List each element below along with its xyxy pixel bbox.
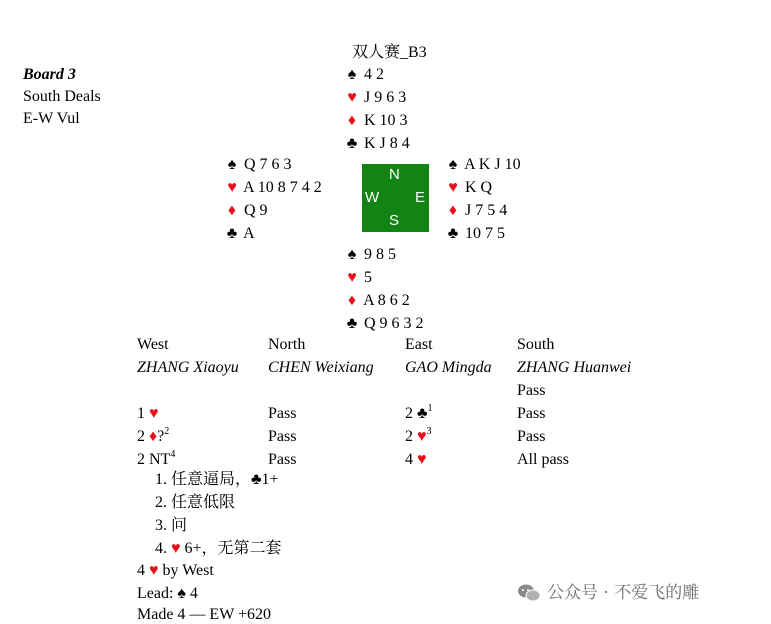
note-text: 6+，无第二套	[180, 540, 282, 557]
bid-level: 4	[405, 451, 413, 468]
player-east: GAO Mingda	[405, 359, 492, 376]
bid-r2-north: Pass	[268, 428, 297, 445]
lead-card: 4	[185, 585, 198, 602]
south-spades: 9 8 5	[364, 246, 396, 263]
bid-r2-west	[137, 427, 169, 446]
bid-text: 2 NT	[137, 451, 171, 468]
spade-icon: ♠	[177, 585, 186, 602]
west-clubs: A	[243, 225, 255, 242]
result-text: Made 4 — EW +620	[137, 606, 272, 623]
note-4	[155, 539, 282, 558]
heart-icon: ♥	[347, 269, 357, 286]
heart-icon: ♥	[448, 179, 458, 196]
note-text: 1+	[261, 471, 279, 488]
west-hearts: A 10 8 7 4 2	[243, 179, 322, 196]
spade-icon: ♠	[448, 156, 458, 173]
north-hand	[344, 65, 410, 157]
player-north: CHEN Weixiang	[268, 359, 374, 376]
bid-r1-west	[137, 404, 159, 423]
note-3: 3. 问	[155, 517, 188, 534]
note-text: 4.	[155, 540, 171, 557]
bid-r1-north: Pass	[268, 405, 297, 422]
spade-icon: ♠	[227, 156, 237, 173]
contract	[137, 561, 214, 580]
note-text: 1. 任意逼局，	[155, 471, 252, 488]
heart-icon: ♥	[149, 562, 159, 579]
note-2: 2. 任意低限	[155, 494, 236, 511]
south-clubs: Q 9 6 3 2	[364, 315, 424, 332]
wechat-icon	[517, 583, 541, 603]
bid-level: 2	[405, 405, 413, 422]
auction-header-south: South	[517, 336, 555, 353]
contract-level: 4	[137, 562, 145, 579]
north-clubs: K J 8 4	[364, 135, 410, 152]
south-hand	[344, 245, 424, 337]
club-icon: ♣	[346, 135, 358, 152]
watermark-text: 公众号 · 不爱飞的雕	[547, 583, 700, 603]
vulnerability-info: E-W Vul	[23, 110, 80, 127]
bid-r3-north: Pass	[268, 451, 297, 468]
diamond-icon: ♦	[347, 112, 357, 129]
contract-declarer: by West	[158, 562, 214, 579]
club-icon: ♣	[417, 405, 428, 422]
heart-icon: ♥	[417, 428, 427, 445]
east-hand	[445, 155, 521, 247]
diamond-icon: ♦	[227, 202, 237, 219]
north-diamonds: K 10 3	[364, 112, 408, 129]
north-hearts: J 9 6 3	[364, 89, 407, 106]
spade-icon: ♠	[347, 66, 357, 83]
heart-icon: ♥	[171, 540, 181, 557]
west-hand	[224, 155, 322, 247]
north-spades: 4 2	[364, 66, 384, 83]
club-icon: ♣	[346, 315, 358, 332]
heart-icon: ♥	[417, 451, 427, 468]
west-spades: Q 7 6 3	[244, 156, 292, 173]
auction-header-east: East	[405, 336, 433, 353]
bid-r1-south: Pass	[517, 405, 546, 422]
east-hearts: K Q	[465, 179, 493, 196]
compass-west: W	[365, 189, 380, 206]
spade-icon: ♠	[347, 246, 357, 263]
diamond-icon: ♦	[448, 202, 458, 219]
player-south: ZHANG Huanwei	[517, 359, 632, 376]
bid-r3-west	[137, 450, 175, 469]
compass-east: E	[415, 189, 426, 206]
note-1	[155, 470, 279, 489]
footnote-ref: 2	[164, 425, 170, 437]
east-diamonds: J 7 5 4	[465, 202, 508, 219]
bid-r2-south: Pass	[517, 428, 546, 445]
heart-icon: ♥	[227, 179, 237, 196]
club-icon: ♣	[447, 225, 459, 242]
bid-r3-south: All pass	[517, 451, 569, 468]
east-clubs: 10 7 5	[465, 225, 505, 242]
bid-level: 2	[405, 428, 413, 445]
bid-level: 2	[137, 428, 145, 445]
compass-south: S	[389, 212, 400, 229]
footnote-ref: 1	[427, 402, 433, 414]
compass-north: N	[389, 166, 400, 183]
board-number: Board 3	[23, 66, 76, 83]
bid-r2-east	[405, 427, 432, 446]
auction-header-west: West	[137, 336, 169, 353]
bid-r0-south: Pass	[517, 382, 546, 399]
bid-r3-east	[405, 450, 427, 469]
player-west: ZHANG Xiaoyu	[137, 359, 239, 376]
south-hearts: 5	[364, 269, 372, 286]
opening-lead	[137, 584, 198, 603]
bid-r1-east	[405, 404, 433, 423]
deal-title: 双人赛_B3	[352, 44, 427, 61]
dealer-info: South Deals	[23, 88, 101, 105]
diamond-icon: ♦	[347, 292, 357, 309]
heart-icon: ♥	[347, 89, 357, 106]
club-icon: ♣	[226, 225, 238, 242]
lead-label: Lead:	[137, 585, 178, 602]
south-diamonds: A 8 6 2	[363, 292, 410, 309]
club-icon: ♣	[251, 471, 262, 488]
east-spades: A K J 10	[464, 156, 521, 173]
west-diamonds: Q 9	[244, 202, 268, 219]
footnote-ref: 3	[426, 425, 432, 437]
compass-box	[362, 164, 429, 232]
heart-icon: ♥	[149, 405, 159, 422]
bid-question: ?	[157, 428, 165, 445]
watermark	[517, 583, 699, 603]
auction-header-north: North	[268, 336, 306, 353]
bid-level: 1	[137, 405, 145, 422]
footnote-ref: 4	[170, 448, 176, 460]
diamond-icon: ♦	[149, 428, 158, 445]
